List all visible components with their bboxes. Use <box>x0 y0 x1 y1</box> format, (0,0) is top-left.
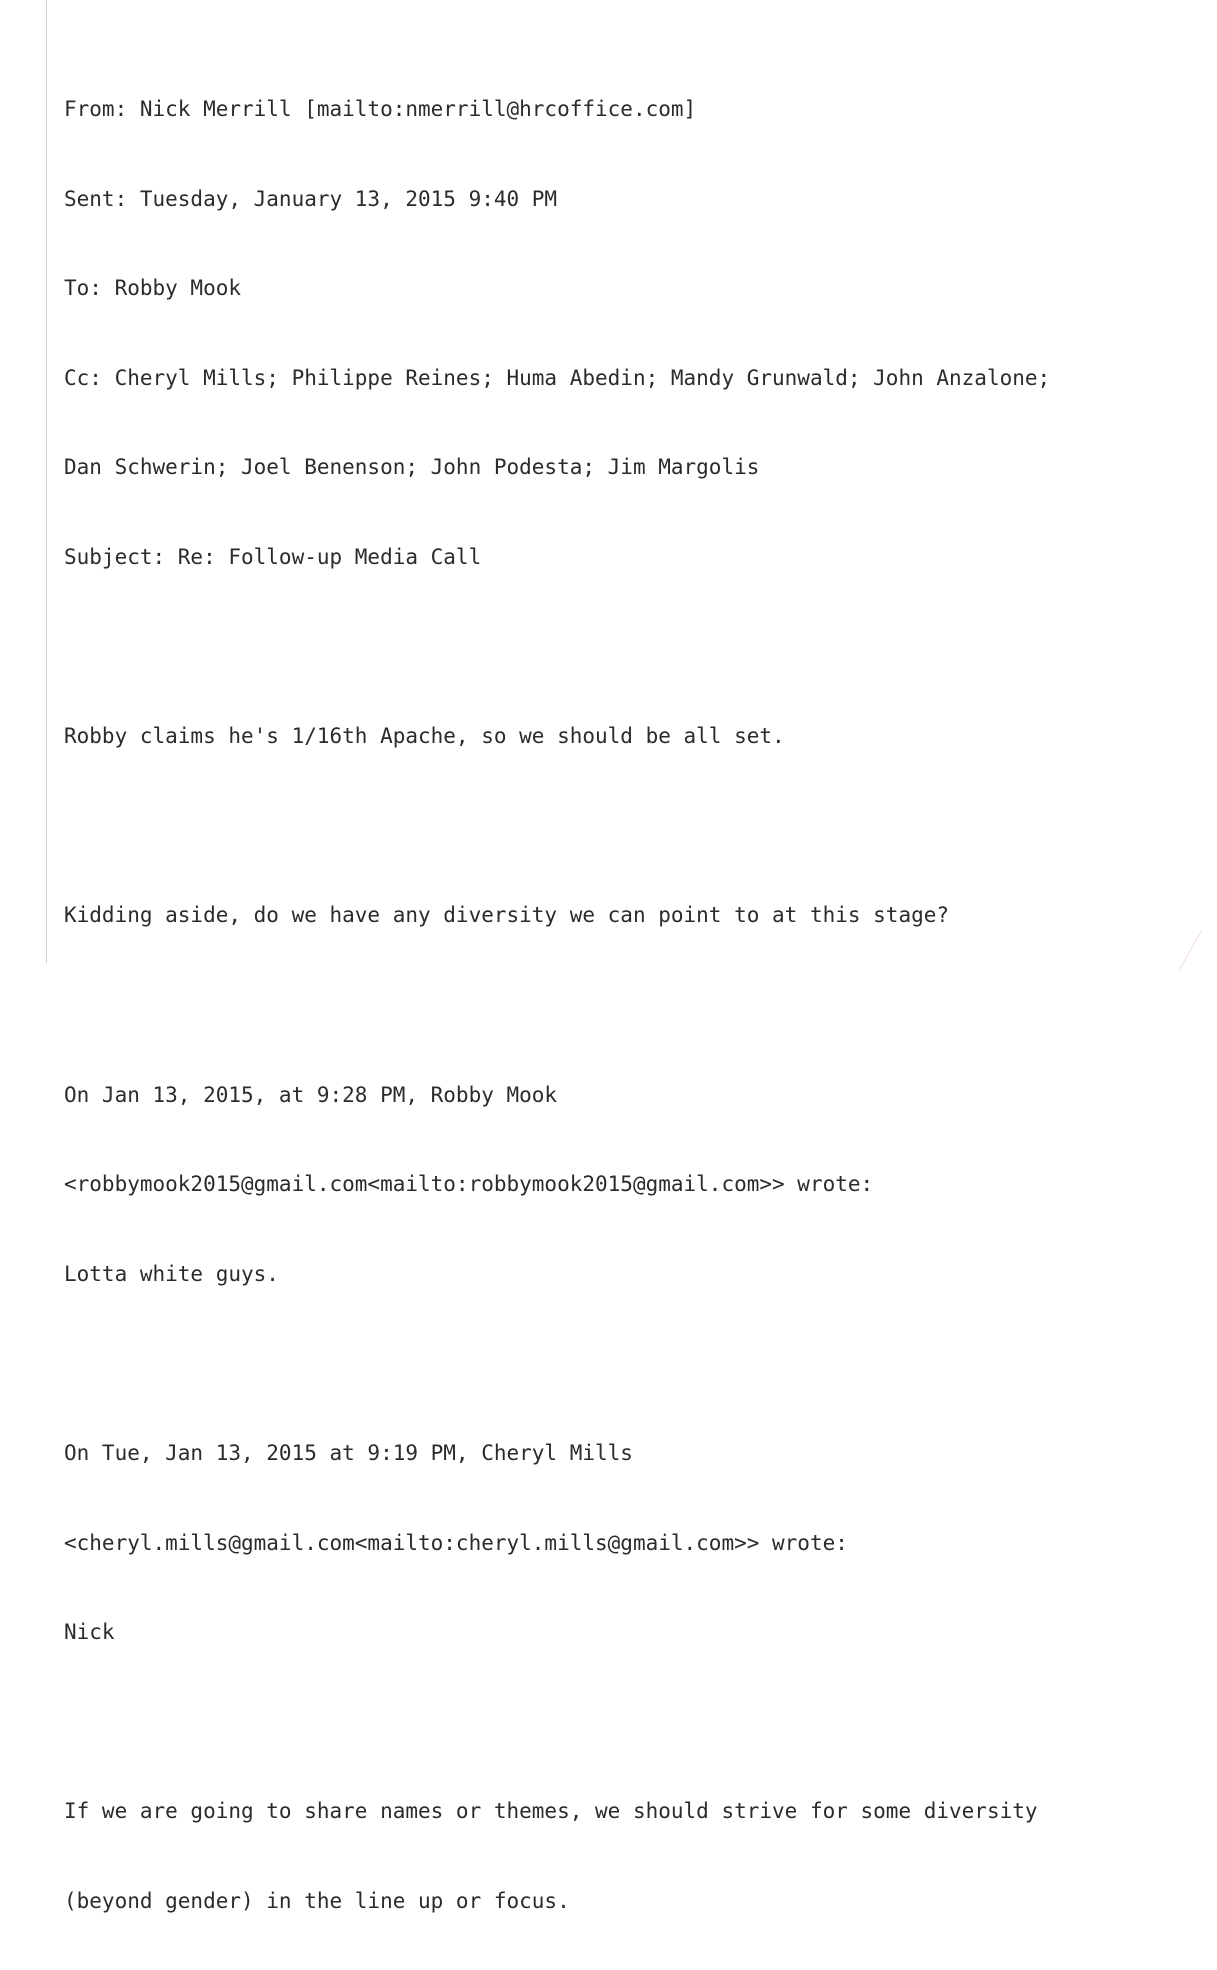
sent-line: Sent: Tuesday, January 13, 2015 9:40 PM <box>64 186 558 211</box>
from-line: From: Nick Merrill [mailto:nmerrill@hrcoffice.com] <box>64 97 697 121</box>
body-paragraph-2: Kidding aside, do we have any diversity we can point to at this stage? <box>64 903 950 928</box>
quote1-attribution-line-1: On Jan 13, 2015, at 9:28 PM, Robby Mook <box>64 1082 558 1107</box>
quote1-attribution-line-2: <robbymook2015@gmail.com<mailto:robbymook2015@gmail.com>> wrote: <box>64 1172 874 1197</box>
quote2-salutation: Nick <box>64 1620 115 1645</box>
cc-line-1: Cc: Cheryl Mills; Philippe Reines; Huma Abedin; Mandy Grunwald; John Anzalone; <box>64 365 1051 390</box>
spacer <box>64 1702 1184 1744</box>
to-line: To: Robby Mook <box>64 276 242 301</box>
subject-line: Subject: Re: Follow-up Media Call <box>64 544 482 569</box>
document-left-border <box>46 0 47 963</box>
quote2-text-line-2: (beyond gender) in the line up or focus. <box>64 1888 570 1913</box>
quote2-attribution-line-1: On Tue, Jan 13, 2015 at 9:19 PM, Cheryl Mills <box>64 1440 633 1465</box>
quote1-text: Lotta white guys. <box>64 1261 279 1286</box>
spacer <box>64 985 1184 1027</box>
document-edge-mark <box>1178 930 1216 970</box>
spacer <box>64 806 1184 848</box>
quote2-text-line-1: If we are going to share names or themes, we should strive for some diversity <box>64 1799 1038 1824</box>
spacer <box>64 627 1184 669</box>
email-body <box>64 41 1184 1970</box>
body-paragraph-1: Robby claims he's 1/16th Apache, so we should be all set. <box>64 724 785 749</box>
spacer <box>64 1343 1184 1385</box>
quote2-attribution-line-2: <cheryl.mills@gmail.com<mailto:cheryl.mills@gmail.com>> wrote: <box>64 1530 848 1555</box>
cc-line-2: Dan Schwerin; Joel Benenson; John Podesta; Jim Margolis <box>64 455 760 480</box>
